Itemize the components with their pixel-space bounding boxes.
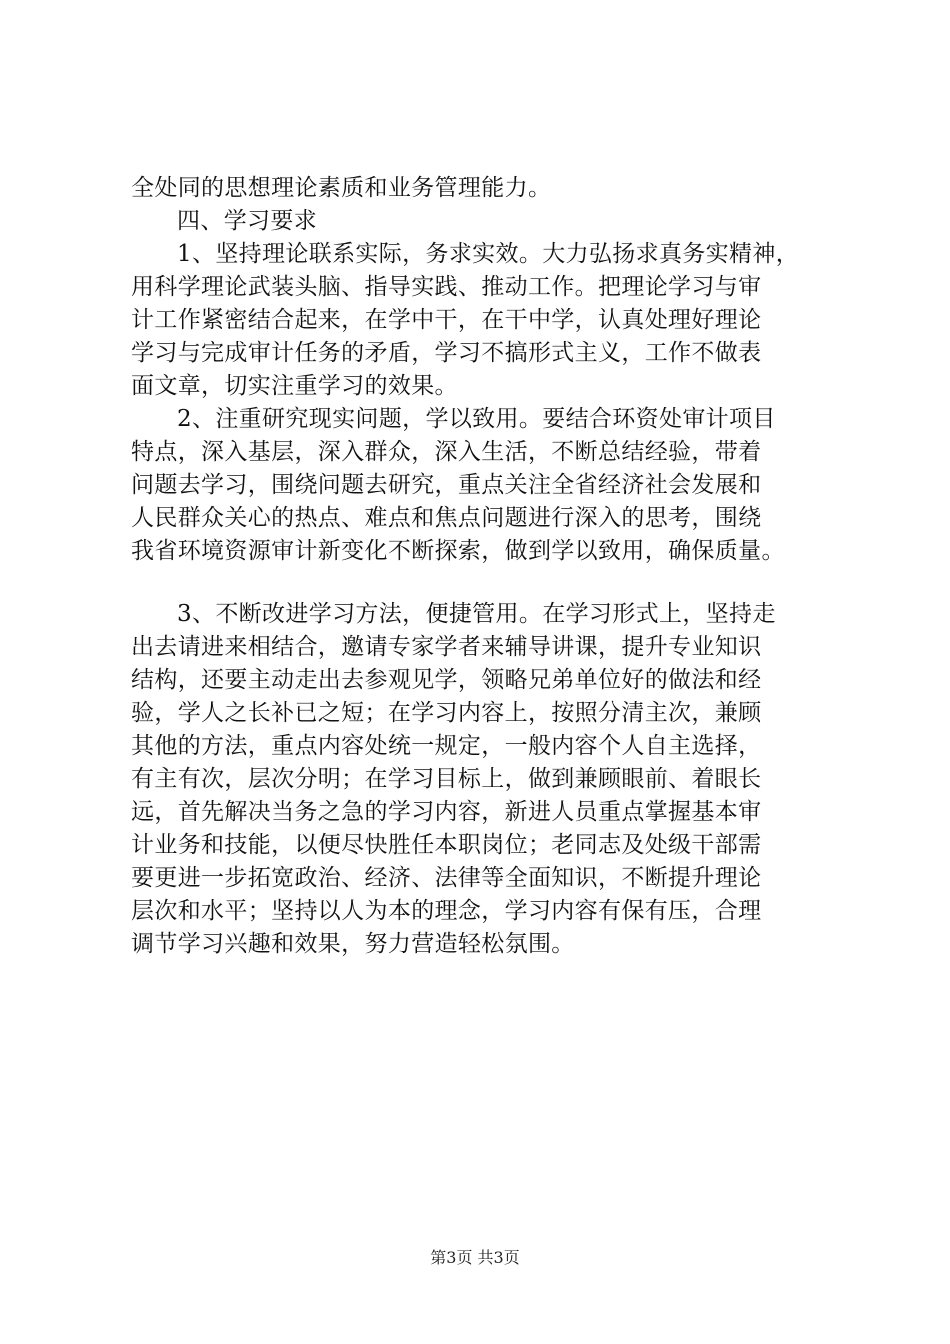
- page-number-footer: 第3页 共3页: [430, 1248, 520, 1267]
- text-line: 计业务和技能，以便尽快胜任本职岗位；老同志及处级干部需: [131, 832, 762, 858]
- text-line: 计工作紧密结合起来，在学中干，在干中学，认真处理好理论: [131, 307, 762, 333]
- text-line: 全处同的思想理论素质和业务管理能力。: [131, 175, 552, 201]
- text-line: 人民群众关心的热点、难点和焦点问题进行深入的思考，围绕: [131, 505, 762, 531]
- text-line: 学习与完成审计任务的矛盾，学习不搞形式主义，工作不做表: [131, 340, 762, 366]
- text-line: 用科学理论武装头脑、指导实践、推动工作。把理论学习与审: [131, 274, 762, 300]
- text-line: 远，首先解决当务之急的学习内容，新进人员重点掌握基本审: [131, 799, 762, 825]
- paragraph-spacer: [131, 568, 851, 598]
- text-line: 我省环境资源审计新变化不断探索，做到学以致用，确保质量。: [131, 538, 785, 564]
- text-line: 有主有次，层次分明；在学习目标上，做到兼顾眼前、着眼长: [131, 766, 762, 792]
- text-line: 层次和水平；坚持以人为本的理念，学习内容有保有压，合理: [131, 898, 762, 924]
- paragraph-1: [131, 238, 851, 403]
- text-line: 面文章，切实注重学习的效果。: [131, 373, 458, 399]
- text-line: 2、注重研究现实问题，学以致用。要结合环资处审计项目: [177, 406, 776, 432]
- text-line: 1、坚持理论联系实际，务求实效。大力弘扬求真务实精神，: [177, 241, 800, 267]
- text-line: 调节学习兴趣和效果，努力营造轻松氛围。: [131, 931, 575, 957]
- paragraph-3: [131, 598, 851, 961]
- paragraph-2: [131, 403, 851, 568]
- text-line: 验，学人之长补已之短；在学习内容上，按照分清主次，兼顾: [131, 700, 762, 726]
- text-line: 特点，深入基层，深入群众，深入生活，不断总结经验，带着: [131, 439, 762, 465]
- text-line: 结构，还要主动走出去参观见学，领略兄弟单位好的做法和经: [131, 667, 762, 693]
- text-line: 其他的方法，重点内容处统一规定，一般内容个人自主选择，: [131, 733, 762, 759]
- document-body: [131, 172, 851, 961]
- text-line: 3、不断改进学习方法，便捷管用。在学习形式上，坚持走: [177, 601, 776, 627]
- text-line: 出去请进来相结合，邀请专家学者来辅导讲课，提升专业知识: [131, 634, 762, 660]
- text-line: 问题去学习，围绕问题去研究，重点关注全省经济社会发展和: [131, 472, 762, 498]
- text-line: 要更进一步拓宽政治、经济、法律等全面知识，不断提升理论: [131, 865, 762, 891]
- section-heading: 四、学习要求: [177, 208, 318, 234]
